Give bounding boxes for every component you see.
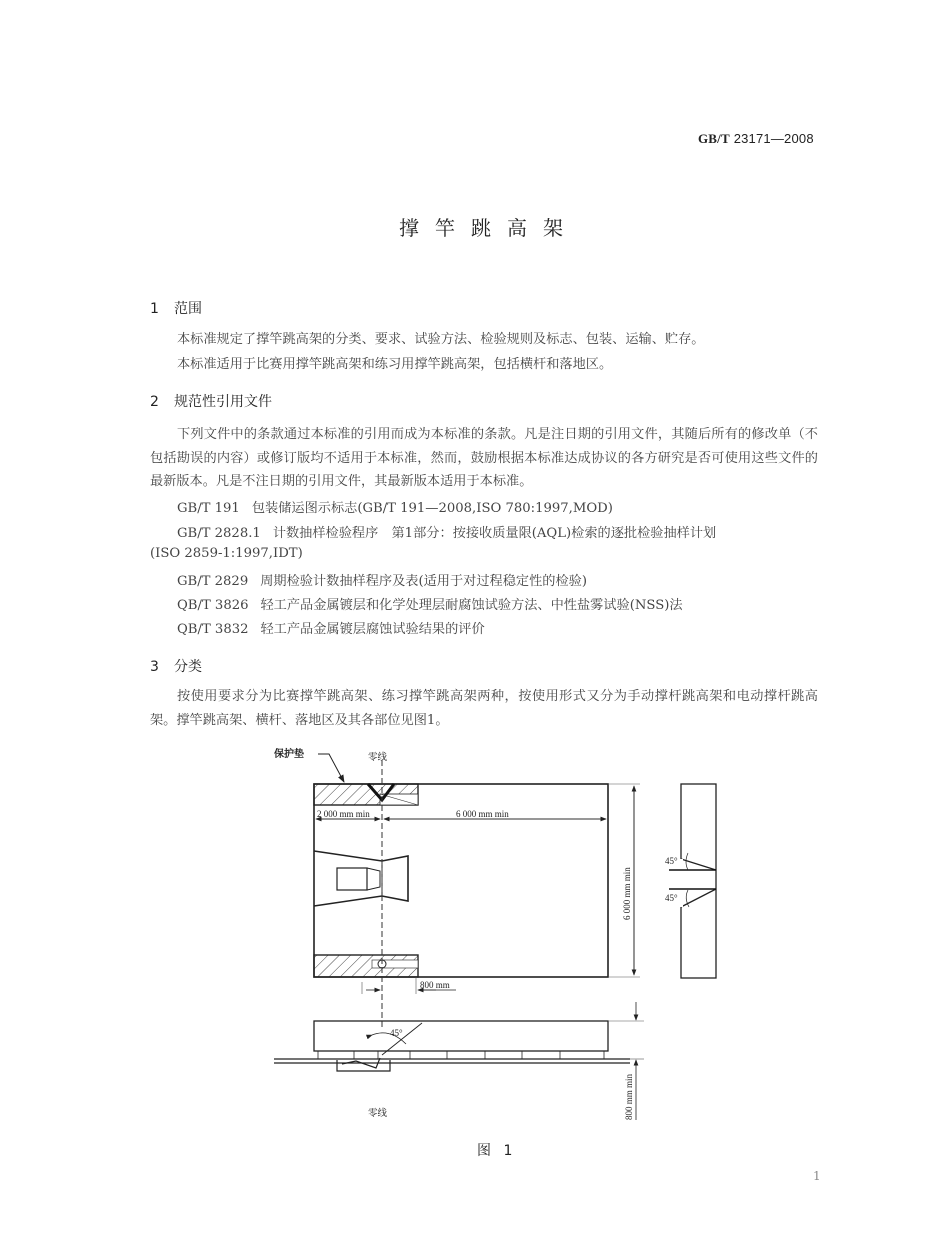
section-1-para-1: 本标准规定了撑竿跳高架的分类、要求、试验方法、检验规则及标志、包装、运输、贮存。: [177, 332, 705, 347]
reference-item: GB/T 2828.1 计数抽样检验程序 第1部分：按接收质量限(AQL)检索的逐批检验抽样计划: [177, 526, 717, 541]
dim-6000-vertical: 6 000 mm min: [622, 867, 632, 920]
label-zero-line-bottom: 零线: [368, 1109, 388, 1119]
document-title: 撑竿跳高架: [399, 216, 579, 240]
section-3-para-1: 按使用要求分为比赛撑竿跳高架、练习撑竿跳高架两种，按使用形式又分为手动撑杆跳高架和电动撑杆跳高架。撑竿跳高架、横杆、落地区及其各部位见图1。: [150, 689, 818, 728]
angle-elevation: 45°: [390, 1028, 403, 1038]
page-number: 1: [813, 1169, 821, 1183]
angle-side-top: 45°: [665, 856, 678, 866]
label-zero-line-top: 零线: [368, 753, 388, 763]
reference-item: GB/T 191 包装储运图示标志(GB/T 191—2008,ISO 780:1997,MOD): [177, 501, 613, 516]
standard-number: GB/T 23171—2008: [698, 131, 814, 146]
figure-caption: 图 1: [477, 1143, 517, 1159]
section-2-heading: 2 规范性引用文件: [150, 394, 272, 410]
dim-2000: 2 000 mm min: [317, 809, 370, 819]
dim-800-vertical: 800 mm min: [624, 1073, 634, 1120]
section-1-heading: 1 范围: [150, 301, 202, 317]
plan-view: [273, 747, 640, 1030]
angle-side-bottom: 45°: [665, 893, 678, 903]
section-2-para-1: 下列文件中的条款通过本标准的引用而成为本标准的条款。凡是注日期的引用文件，其随后所有的修改单（不包括勘误的内容）或修订版均不适用于本标准，然而，鼓励根据本标准达成协议的各方研究是否可使用这些文件的最新版本。凡是不注日期的引用文件，其最新版本适用于本标准。: [150, 427, 818, 489]
section-3-heading: 3 分类: [150, 659, 202, 675]
label-pad: 保护垫: [274, 749, 304, 760]
section-1-para-2: 本标准适用于比赛用撑竿跳高架和练习用撑竿跳高架，包括横杆和落地区。: [177, 357, 613, 372]
reference-item: QB/T 3832 轻工产品金属镀层腐蚀试验结果的评价: [177, 622, 485, 637]
dim-800: 800 mm: [420, 980, 450, 990]
dim-6000-horizontal: 6 000 mm min: [456, 809, 509, 819]
elevation-view: [274, 1002, 644, 1120]
reference-continuation: (ISO 2859-1:1997,IDT): [150, 546, 303, 561]
reference-item: GB/T 2829 周期检验计数抽样程序及表(适用于对过程稳定性的检验): [177, 574, 588, 589]
reference-item: QB/T 3826 轻工产品金属镀层和化学处理层耐腐蚀试验方法、中性盐雾试验(NSS)法: [177, 598, 683, 613]
side-detail-view: [665, 784, 716, 978]
figure-1-diagram: [260, 740, 820, 1144]
